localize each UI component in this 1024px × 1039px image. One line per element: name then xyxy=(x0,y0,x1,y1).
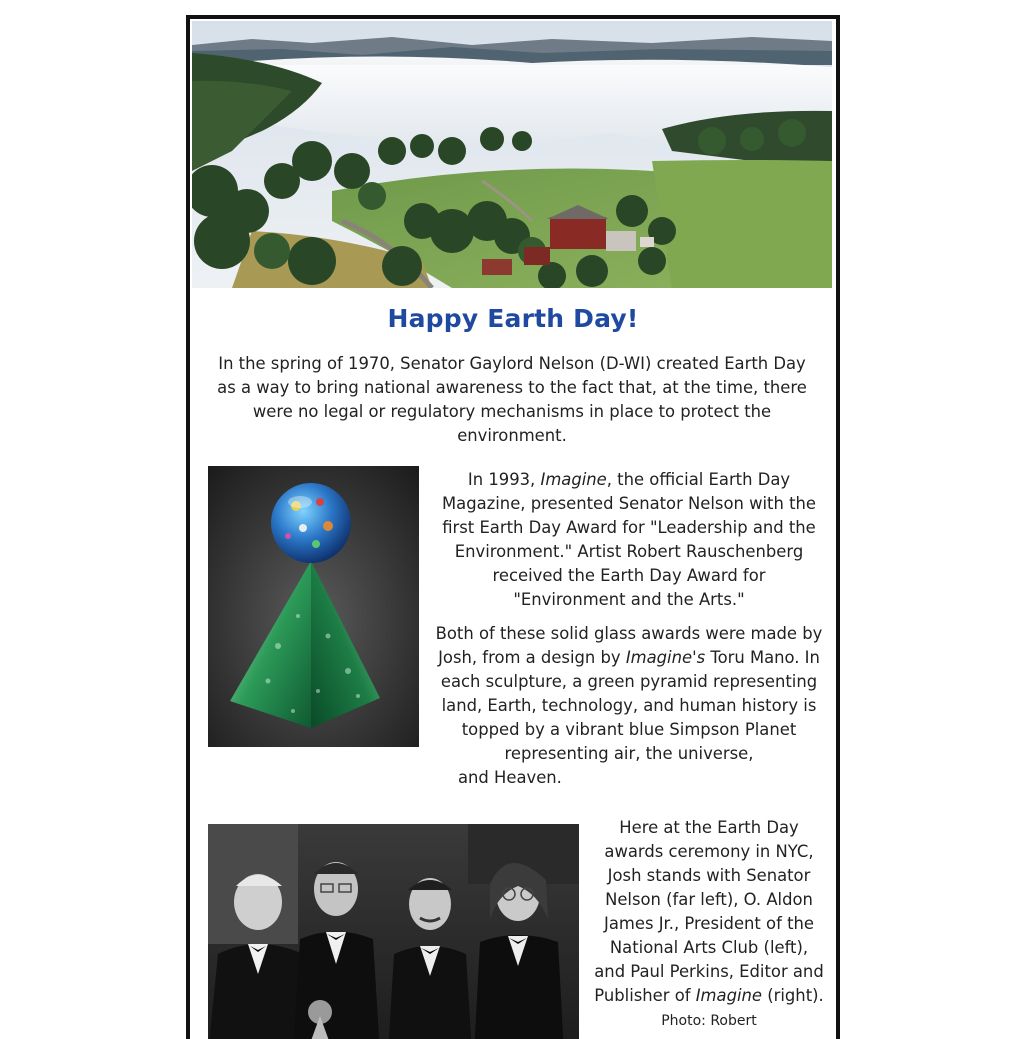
newsletter-frame xyxy=(186,15,840,1039)
award-sculpture-image xyxy=(208,466,419,747)
award-paragraph-2: Both of these solid glass awards were made by Josh, from a design by Imagine's Toru Mano. In each sculpture, a green pyramid representing land, Earth, technology, and human history is topped by a vibrant blue Simpson Planet representing air, the universe, and Heaven. xyxy=(435,624,823,787)
photo-credit: Photo: Robert xyxy=(661,1013,757,1029)
award-description xyxy=(434,468,824,800)
award-paragraph-1: In 1993, Imagine, the official Earth Day Magazine, presented Senator Nelson with the first Earth Day Award for "Leadership and the Environment." Artist Robert Rauschenberg received the Earth Day Award for "Environment and the Arts." xyxy=(442,470,816,609)
header-landscape-image xyxy=(192,21,832,288)
ceremony-photo xyxy=(208,824,579,1039)
page-title: Happy Earth Day! xyxy=(387,304,639,333)
intro-paragraph: In the spring of 1970, Senator Gaylord Nelson (D-WI) created Earth Day as a way to bring national awareness to the fact that, at the time, there were no legal or regulatory mechanisms in place to protect the environment. xyxy=(217,354,807,445)
ceremony-caption: Here at the Earth Day awards ceremony in NYC, Josh stands with Senator Nelson (far left), O. Aldon James Jr., President of the National Arts Club (left), and Paul Perkins, Editor and Publisher of Imagine (right). Photo: Robert xyxy=(594,818,824,1029)
